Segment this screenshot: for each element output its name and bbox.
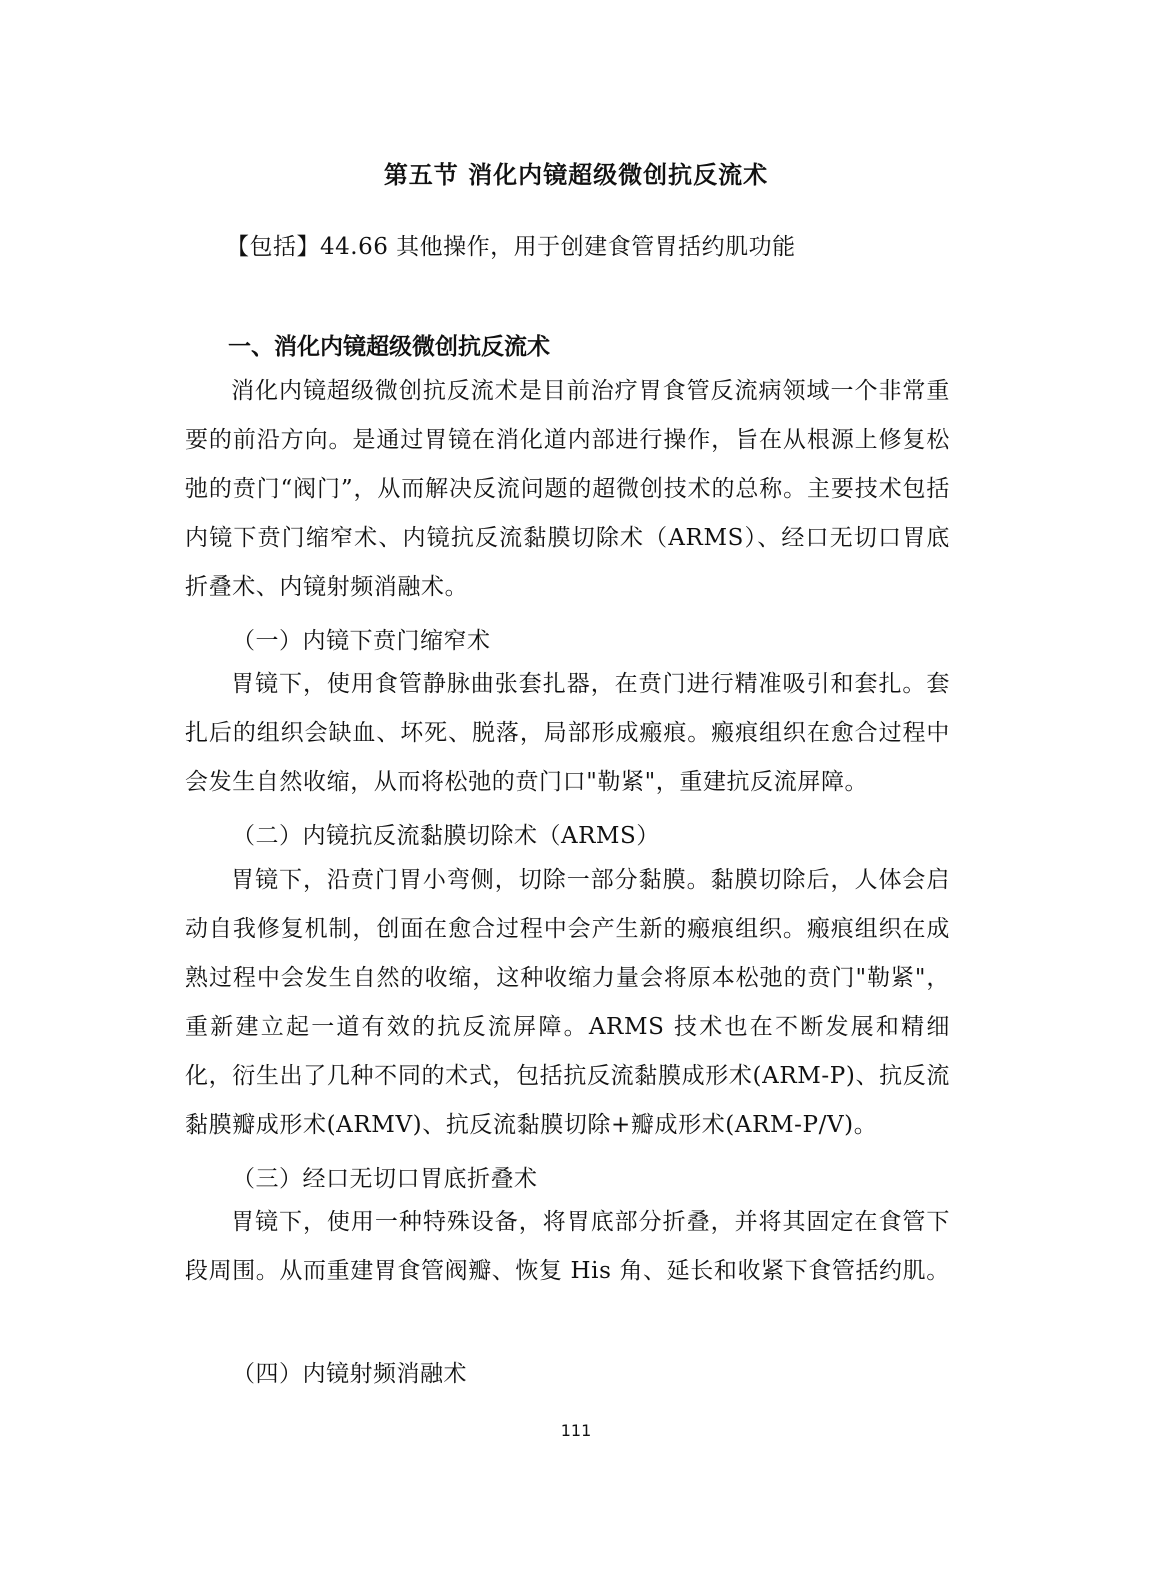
section1-heading: 一、消化内镜超级微创抗反流术 xyxy=(228,334,550,360)
sub2-heading: （二）内镜抗反流黏膜切除术（ARMS） xyxy=(232,823,660,849)
sub1-heading: （一）内镜下贲门缩窄术 xyxy=(232,628,491,654)
sub2-paragraph: 胃镜下，沿贲门胃小弯侧，切除一部分黏膜。黏膜切除后，人体会启动自我修复机制，创面在愈合过程中会产生新的瘢痕组织。瘢痕组织在成熟过程中会发生自然的收缩，这种收缩力量会将原本松弛的贲门"勒紧"，重新建立起一道有效的抗反流屏障。ARMS 技术也在不断发展和精细化，衍生出了几种不同的术式，包括抗反流黏膜成形术(ARM-P)、抗反流黏膜瓣成形术(ARMV)、抗反流黏膜切除+瓣成形术(ARM-P/V)。 xyxy=(185,867,950,1138)
sub3-heading: （三）经口无切口胃底折叠术 xyxy=(232,1166,538,1192)
sub3-paragraph: 胃镜下，使用一种特殊设备，将胃底部分折叠，并将其固定在食管下段周围。从而重建胃食管阀瓣、恢复 His 角、延长和收紧下食管括约肌。 xyxy=(185,1209,950,1284)
section1-paragraph: 消化内镜超级微创抗反流术是目前治疗胃食管反流病领域一个非常重要的前沿方向。是通过胃镜在消化道内部进行操作，旨在从根源上修复松弛的贲门“阀门”，从而解决反流问题的超微创技术的总称。主要技术包括内镜下贲门缩窄术、内镜抗反流黏膜切除术（ARMS）、经口无切口胃底折叠术、内镜射频消融术。 xyxy=(185,378,950,600)
section-title: 第五节 消化内镜超级微创抗反流术 xyxy=(383,161,769,189)
page-number: 111 xyxy=(560,1421,592,1440)
sub4-heading: （四）内镜射频消融术 xyxy=(232,1361,467,1387)
include-note: 【包括】44.66 其他操作，用于创建食管胃括约肌功能 xyxy=(226,234,796,260)
sub1-paragraph: 胃镜下，使用食管静脉曲张套扎器，在贲门进行精准吸引和套扎。套扎后的组织会缺血、坏死、脱落，局部形成瘢痕。瘢痕组织在愈合过程中会发生自然收缩，从而将松弛的贲门口"勒紧"，重建抗反流屏障。 xyxy=(185,671,950,795)
